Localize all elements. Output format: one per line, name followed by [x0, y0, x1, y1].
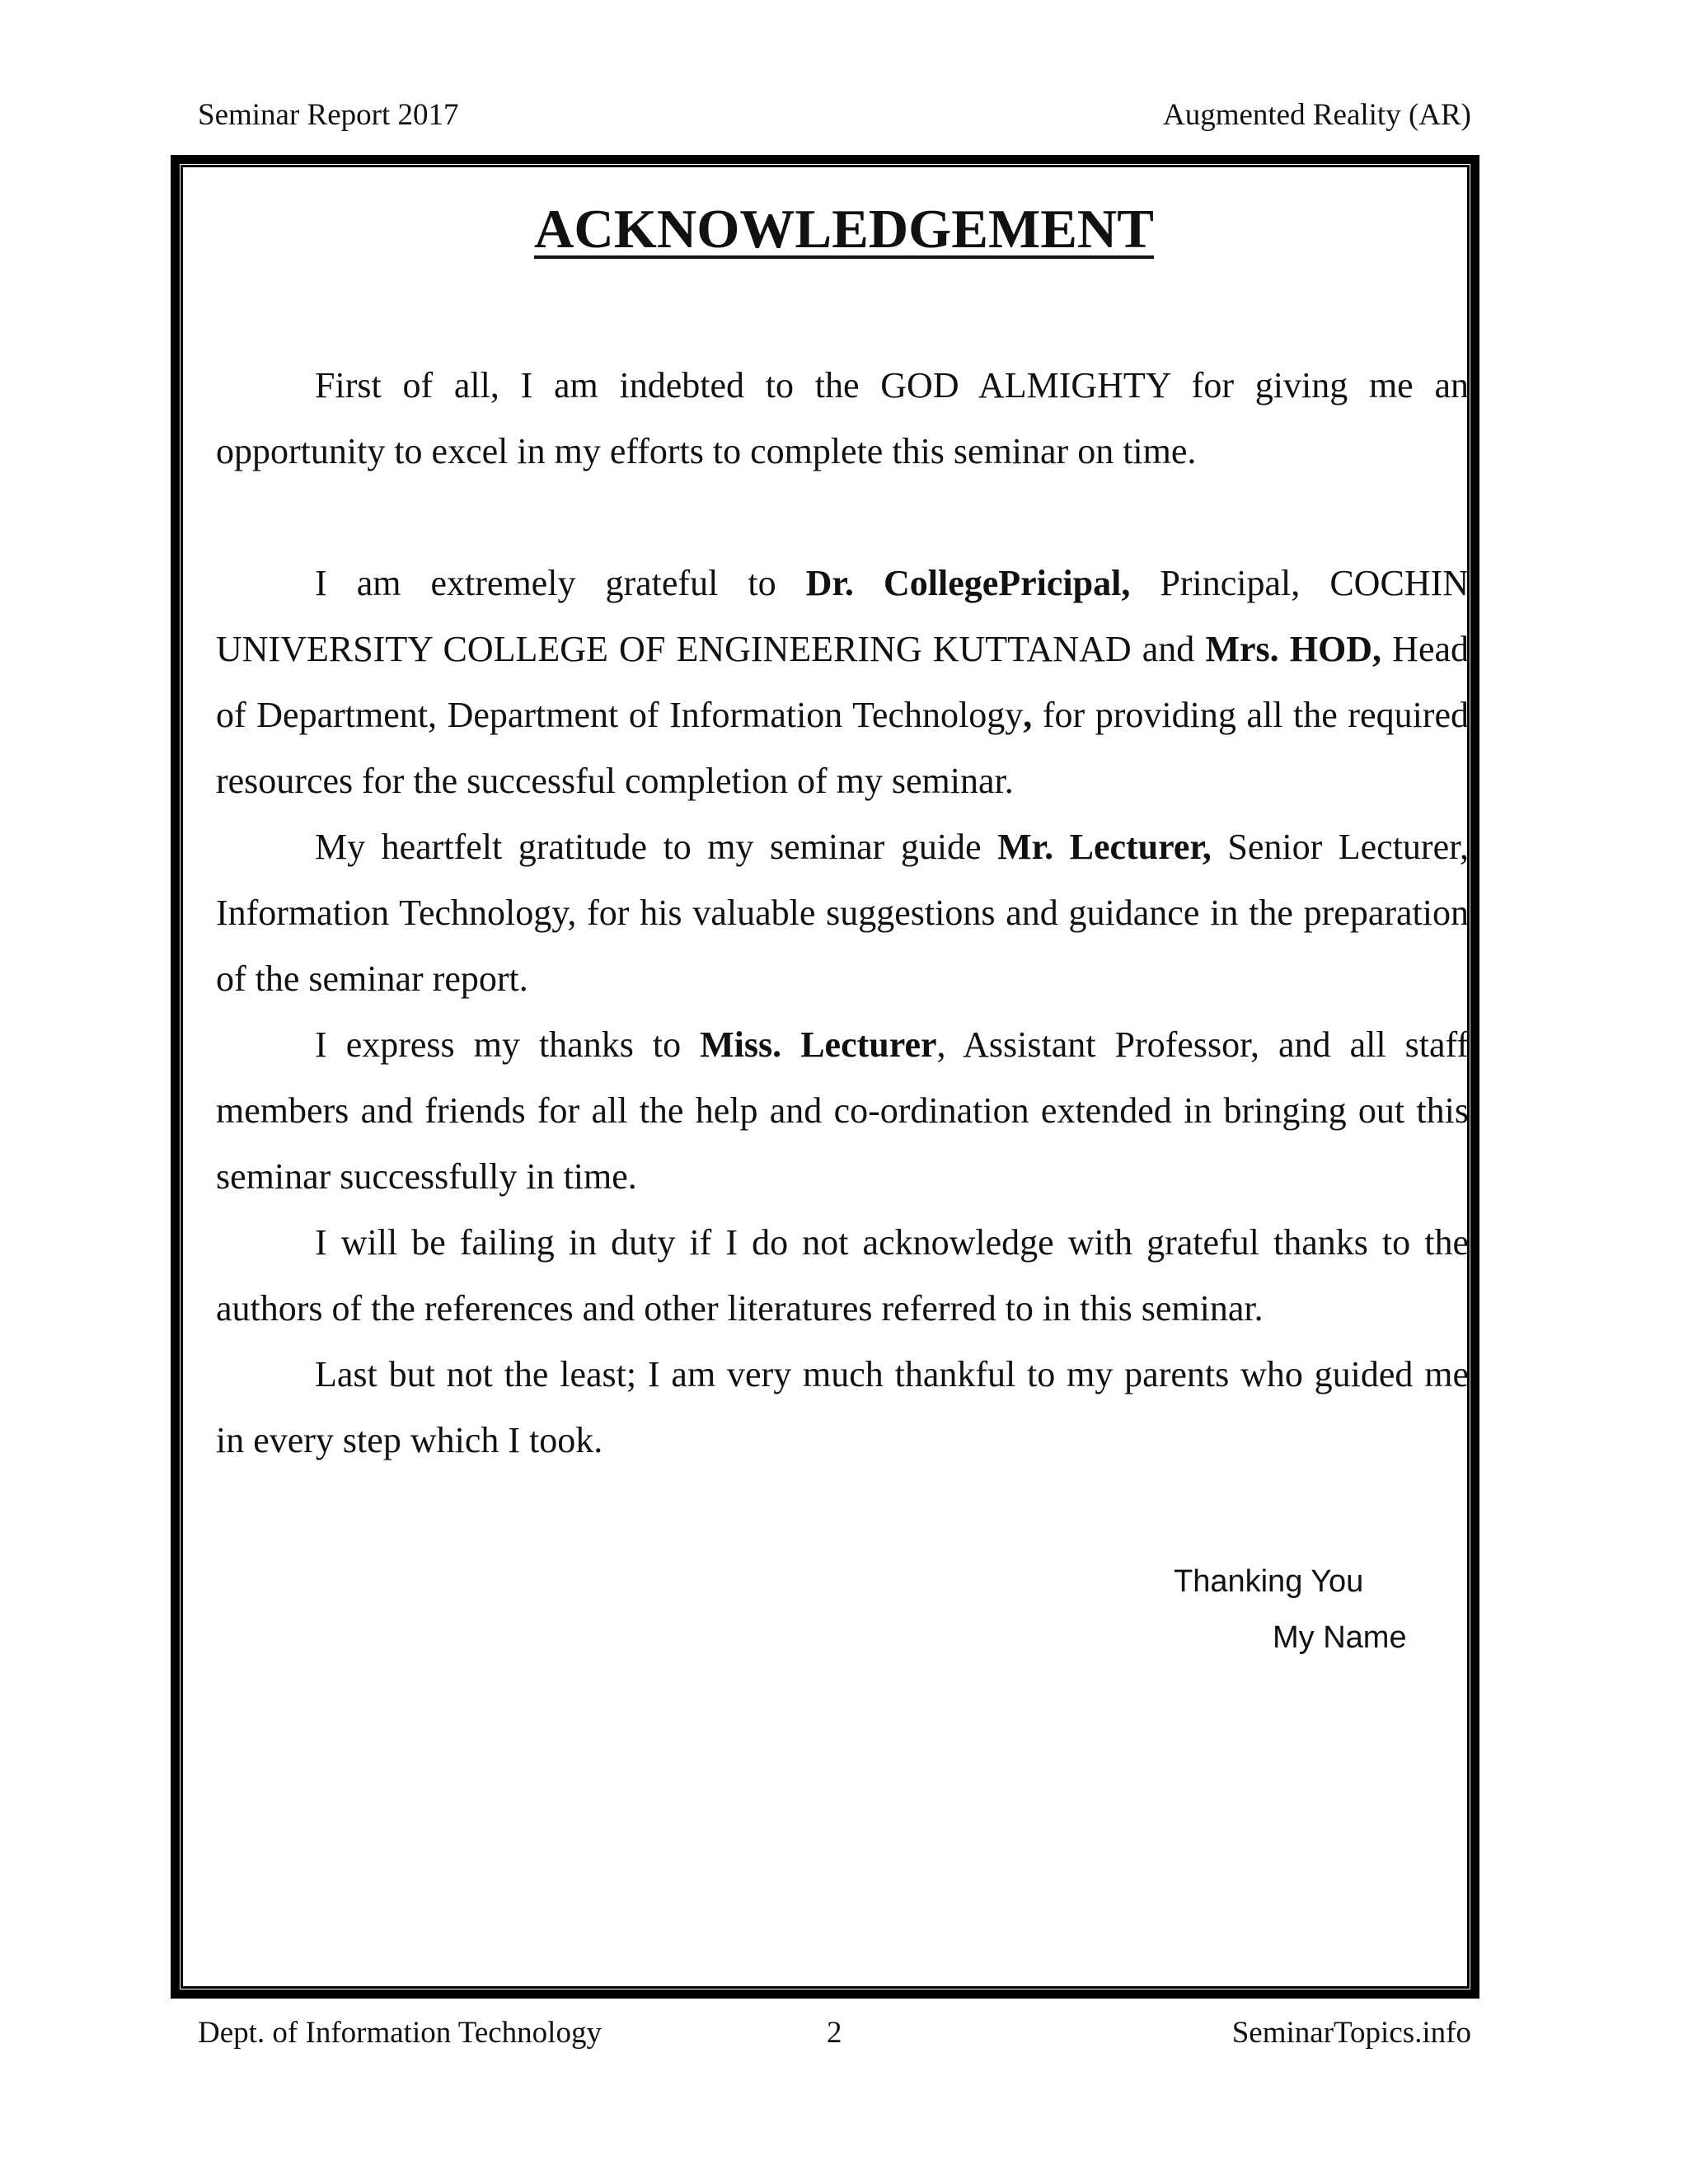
paragraph-4-text-c: , Assistant Professor, and all staff members and friends for all the help and co-ordination extended in bringing out this seminar successfully in time.: [216, 1024, 1470, 1197]
paragraph-2-text-g: for providing all the required resources for the successful completion of my seminar.: [216, 695, 1469, 801]
paragraph-2: [216, 551, 1469, 814]
paragraph-4: [216, 1012, 1469, 1210]
paragraph-3-text-c: Senior Lecturer, Information Technology, for his valuable suggestions and guidance in the preparation of the seminar report.: [216, 827, 1470, 999]
acknowledgement-body: [216, 353, 1469, 1474]
footer-right: SeminarTopics.info: [1231, 2016, 1471, 2050]
paragraph-2-text-e: Head of Department, Department of Information Technology: [216, 629, 1469, 735]
paragraph-2-text-a: I am extremely grateful to: [315, 563, 806, 603]
paragraph-2-comma: ,: [1023, 695, 1033, 735]
paragraph-3-text-a: My heartfelt gratitude to my seminar guide: [315, 827, 998, 867]
signature-closing: Thanking You: [1174, 1564, 1364, 1599]
paragraph-2-text-c: Principal, COCHIN UNIVERSITY COLLEGE OF ENGINEERING KUTTANAD and: [216, 563, 1469, 669]
page-title: [0, 198, 1688, 261]
page-number: 2: [827, 2016, 842, 2050]
paragraph-6: Last but not the least; I am very much thankful to my parents who guided me in every step which I took.: [216, 1354, 1469, 1460]
principal-name: Dr. CollegePricipal,: [805, 563, 1131, 603]
paragraph-4-text-a: I express my thanks to: [315, 1024, 701, 1065]
paragraph-5: I will be failing in duty if I do not acknowledge with grateful thanks to the authors of the references and other literatures referred to in this seminar.: [216, 1222, 1469, 1329]
paragraph-3: [216, 814, 1469, 1012]
footer-left: Dept. of Information Technology: [198, 2016, 602, 2050]
page-title-text: ACKNOWLEDGEMENT: [534, 199, 1154, 260]
header-right: Augmented Reality (AR): [1162, 98, 1471, 132]
signature-name: My Name: [1273, 1620, 1407, 1655]
paragraph-1: First of all, I am indebted to the GOD ALMIGHTY for giving me an opportunity to excel in my efforts to complete this seminar on time.: [216, 365, 1469, 471]
hod-name: Mrs. HOD,: [1205, 629, 1382, 669]
assistant-professor-name: Miss. Lecturer: [700, 1024, 937, 1065]
guide-name: Mr. Lecturer,: [997, 827, 1212, 867]
header-left: Seminar Report 2017: [198, 98, 459, 132]
